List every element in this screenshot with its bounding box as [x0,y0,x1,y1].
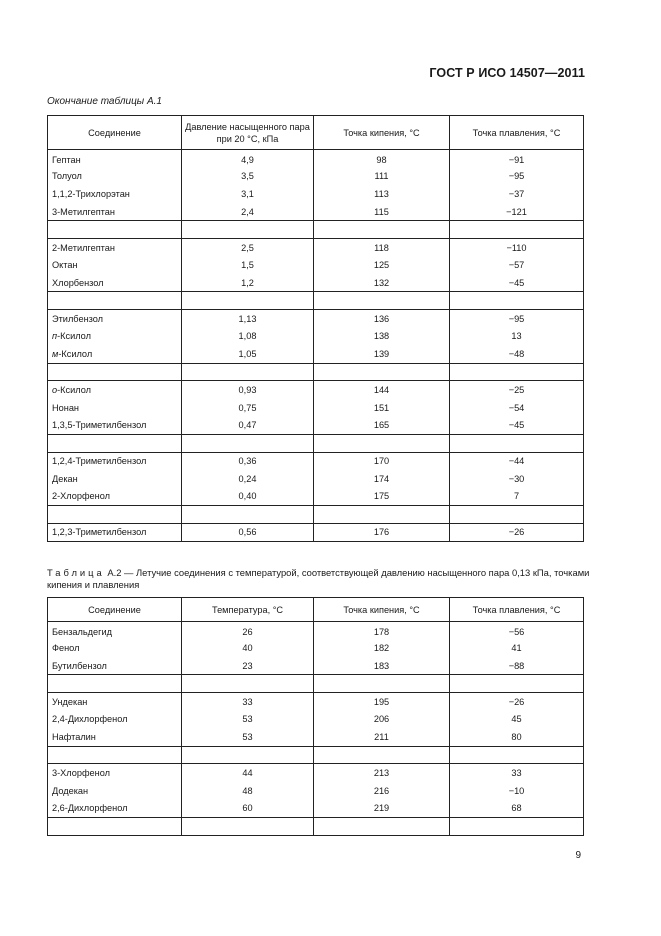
boiling-point-value: 175 [314,488,450,506]
compound-name-text: Октан [52,260,78,271]
table-spacer-row [48,434,584,452]
empty-cell [450,746,584,764]
melting-point-value: 7 [450,488,584,506]
page-number: 9 [575,850,581,861]
compound-name [48,799,182,817]
table-row [48,310,584,328]
empty-cell [314,434,450,452]
column-header-compound: Соединение [48,116,182,150]
table2-header-row [48,598,584,622]
table-spacer-row [48,221,584,239]
compound-name [48,274,182,292]
temperature-value: 23 [182,657,314,675]
compound-name-text: 3-Метилгептан [52,206,115,217]
compound-name-text: Декан [52,473,78,484]
melting-point-value: −44 [450,452,584,470]
temperature-value: 44 [182,764,314,782]
boiling-point-value: 195 [314,693,450,711]
melting-point-value: −45 [450,416,584,434]
table1 [47,115,584,542]
vapor-pressure-value: 0,75 [182,399,314,417]
compound-name [48,399,182,417]
table-row [48,452,584,470]
melting-point-value: −45 [450,274,584,292]
empty-cell [182,817,314,835]
melting-point-value: −30 [450,470,584,488]
empty-cell [450,434,584,452]
temperature-value: 33 [182,693,314,711]
column-header-vapor-pressure: Давление насыщенного пара при 20 °С, кПа [182,116,314,150]
compound-name [48,238,182,256]
compound-name-text: 1,1,2-Трихлорэтан [52,188,130,199]
table-row [48,150,584,168]
empty-cell [182,746,314,764]
compound-name [48,310,182,328]
compound-name-text: 3-Хлорфенол [52,768,110,779]
empty-cell [450,505,584,523]
column-header-boiling-point: Точка кипения, °С [314,598,450,622]
table-row [48,764,584,782]
empty-cell [314,817,450,835]
compound-name-text: Ундекан [52,696,88,707]
table-spacer-row [48,363,584,381]
compound-name [48,488,182,506]
boiling-point-value: 139 [314,345,450,363]
table-row [48,185,584,203]
compound-name-text: 1,2,4-Триметилбензол [52,456,147,467]
melting-point-value: −26 [450,693,584,711]
melting-point-value: −91 [450,150,584,168]
empty-cell [48,675,182,693]
table-row [48,327,584,345]
empty-cell [48,434,182,452]
boiling-point-value: 115 [314,203,450,221]
compound-name [48,470,182,488]
empty-cell [314,505,450,523]
table2-caption [47,567,592,591]
boiling-point-value: 98 [314,150,450,168]
column-header-boiling-point: Точка кипения, °С [314,116,450,150]
temperature-value: 53 [182,710,314,728]
boiling-point-value: 118 [314,238,450,256]
melting-point-value: 33 [450,764,584,782]
table-row [48,799,584,817]
compound-name-text: Этилбензол [52,313,104,324]
compound-name [48,657,182,675]
compound-name [48,622,182,640]
vapor-pressure-value: 0,40 [182,488,314,506]
empty-cell [48,817,182,835]
boiling-point-value: 219 [314,799,450,817]
empty-cell [450,292,584,310]
compound-name-text: Нафталин [52,731,96,742]
compound-name-text: Гептан [52,154,81,165]
compound-name [48,782,182,800]
table-row [48,710,584,728]
vapor-pressure-value: 1,5 [182,256,314,274]
table-row [48,488,584,506]
empty-cell [182,505,314,523]
boiling-point-value: 176 [314,523,450,541]
column-header-temperature: Температура, °С [182,598,314,622]
table-row [48,657,584,675]
vapor-pressure-value: 3,5 [182,167,314,185]
empty-cell [182,434,314,452]
compound-name [48,256,182,274]
melting-point-value: −57 [450,256,584,274]
vapor-pressure-value: 2,4 [182,203,314,221]
empty-cell [48,505,182,523]
compound-name-text: Додекан [52,785,89,796]
column-header-melting-point: Точка плавления, °С [450,116,584,150]
empty-cell [314,746,450,764]
boiling-point-value: 144 [314,381,450,399]
empty-cell [182,363,314,381]
melting-point-value: 45 [450,710,584,728]
compound-name-text: -Ксилол [57,331,91,342]
melting-point-value: −121 [450,203,584,221]
empty-cell [314,675,450,693]
empty-cell [450,817,584,835]
vapor-pressure-value: 2,5 [182,238,314,256]
compound-name [48,416,182,434]
compound-name-text: 1,3,5-Триметилбензол [52,420,147,431]
column-header-compound: Соединение [48,598,182,622]
compound-name [48,523,182,541]
table1-caption: Окончание таблицы А.1 [47,96,162,107]
compound-name [48,764,182,782]
compound-name-text: 1,2,3-Триметилбензол [52,527,147,538]
table-row [48,238,584,256]
table-spacer-row [48,746,584,764]
table-row [48,693,584,711]
boiling-point-value: 136 [314,310,450,328]
empty-cell [182,292,314,310]
isomer-prefix: о [52,385,58,395]
compound-name [48,345,182,363]
boiling-point-value: 178 [314,622,450,640]
boiling-point-value: 182 [314,639,450,657]
vapor-pressure-value: 1,2 [182,274,314,292]
vapor-pressure-value: 1,13 [182,310,314,328]
column-header-melting-point: Точка плавления, °С [450,598,584,622]
empty-cell [314,363,450,381]
compound-name-text: -Ксилол [57,385,91,395]
table-row [48,523,584,541]
boiling-point-value: 183 [314,657,450,675]
table-row [48,622,584,640]
table-row [48,399,584,417]
boiling-point-value: 113 [314,185,450,203]
compound-name [48,728,182,746]
temperature-value: 60 [182,799,314,817]
melting-point-value: −54 [450,399,584,417]
table-spacer-row [48,505,584,523]
boiling-point-value: 170 [314,452,450,470]
boiling-point-value: 111 [314,167,450,185]
melting-point-value: −26 [450,523,584,541]
melting-point-value: −10 [450,782,584,800]
isomer-prefix: м [52,348,59,359]
table1-body [48,150,584,542]
compound-name-text: Толуол [52,171,82,182]
table-spacer-row [48,292,584,310]
table-row [48,639,584,657]
empty-cell [450,221,584,239]
boiling-point-value: 206 [314,710,450,728]
empty-cell [48,363,182,381]
compound-name-text: Нонан [52,402,80,413]
boiling-point-value: 174 [314,470,450,488]
document-header: ГОСТ Р ИСО 14507—2011 [429,66,585,80]
table-spacer-row [48,675,584,693]
temperature-value: 26 [182,622,314,640]
table1-header-row [48,116,584,150]
vapor-pressure-value: 1,05 [182,345,314,363]
melting-point-value: −95 [450,167,584,185]
melting-point-value: −56 [450,622,584,640]
melting-point-value: 13 [450,327,584,345]
melting-point-value: 41 [450,639,584,657]
table2-body [48,622,584,836]
table-spacer-row [48,817,584,835]
boiling-point-value: 213 [314,764,450,782]
compound-name [48,639,182,657]
boiling-point-value: 132 [314,274,450,292]
compound-name-text: Хлорбензол [52,277,104,288]
vapor-pressure-value: 0,36 [182,452,314,470]
compound-name-text: Бензальдегид [52,626,112,637]
vapor-pressure-value: 0,24 [182,470,314,488]
compound-name [48,693,182,711]
boiling-point-value: 216 [314,782,450,800]
empty-cell [450,675,584,693]
boiling-point-value: 125 [314,256,450,274]
empty-cell [314,292,450,310]
compound-name-text: Бутилбензол [52,660,107,671]
boiling-point-value: 165 [314,416,450,434]
melting-point-value: −95 [450,310,584,328]
compound-name-text: 2-Метилгептан [52,242,115,253]
compound-name [48,452,182,470]
temperature-value: 40 [182,639,314,657]
compound-name [48,381,182,399]
compound-name [48,710,182,728]
empty-cell [48,746,182,764]
empty-cell [182,221,314,239]
empty-cell [48,221,182,239]
compound-name-text: -Ксилол [58,348,93,359]
melting-point-value: −88 [450,657,584,675]
melting-point-value: −25 [450,381,584,399]
table-row [48,274,584,292]
compound-name-text: 2,6-Дихлорфенол [52,803,128,814]
boiling-point-value: 211 [314,728,450,746]
melting-point-value: −37 [450,185,584,203]
melting-point-value: 80 [450,728,584,746]
empty-cell [450,363,584,381]
compound-name-text: 2,4-Дихлорфенол [52,714,128,725]
table-row [48,345,584,363]
vapor-pressure-value: 3,1 [182,185,314,203]
compound-name [48,185,182,203]
table-row [48,203,584,221]
empty-cell [48,292,182,310]
temperature-value: 53 [182,728,314,746]
melting-point-value: 68 [450,799,584,817]
vapor-pressure-value: 4,9 [182,150,314,168]
compound-name-text: Фенол [52,643,80,654]
compound-name-text: 2-Хлорфенол [52,491,110,502]
compound-name [48,167,182,185]
table2 [47,597,584,836]
table-row [48,167,584,185]
table-row [48,782,584,800]
isomer-prefix: п [52,331,58,342]
vapor-pressure-value: 0,56 [182,523,314,541]
table-row [48,728,584,746]
table-row [48,470,584,488]
table-row [48,416,584,434]
compound-name [48,203,182,221]
table2-caption-text: А.2 — Летучие соединения с температурой, соответствующей давлению насыщенного пара 0,13 кПа, точками кипения и плавления [47,567,590,590]
compound-name [48,327,182,345]
vapor-pressure-value: 0,47 [182,416,314,434]
compound-name [48,150,182,168]
boiling-point-value: 138 [314,327,450,345]
melting-point-value: −110 [450,238,584,256]
vapor-pressure-value: 0,93 [182,381,314,399]
empty-cell [314,221,450,239]
temperature-value: 48 [182,782,314,800]
table-row [48,381,584,399]
melting-point-value: −48 [450,345,584,363]
table-row [48,256,584,274]
empty-cell [182,675,314,693]
boiling-point-value: 151 [314,399,450,417]
table2-caption-label: Таблица [47,567,105,578]
vapor-pressure-value: 1,08 [182,327,314,345]
